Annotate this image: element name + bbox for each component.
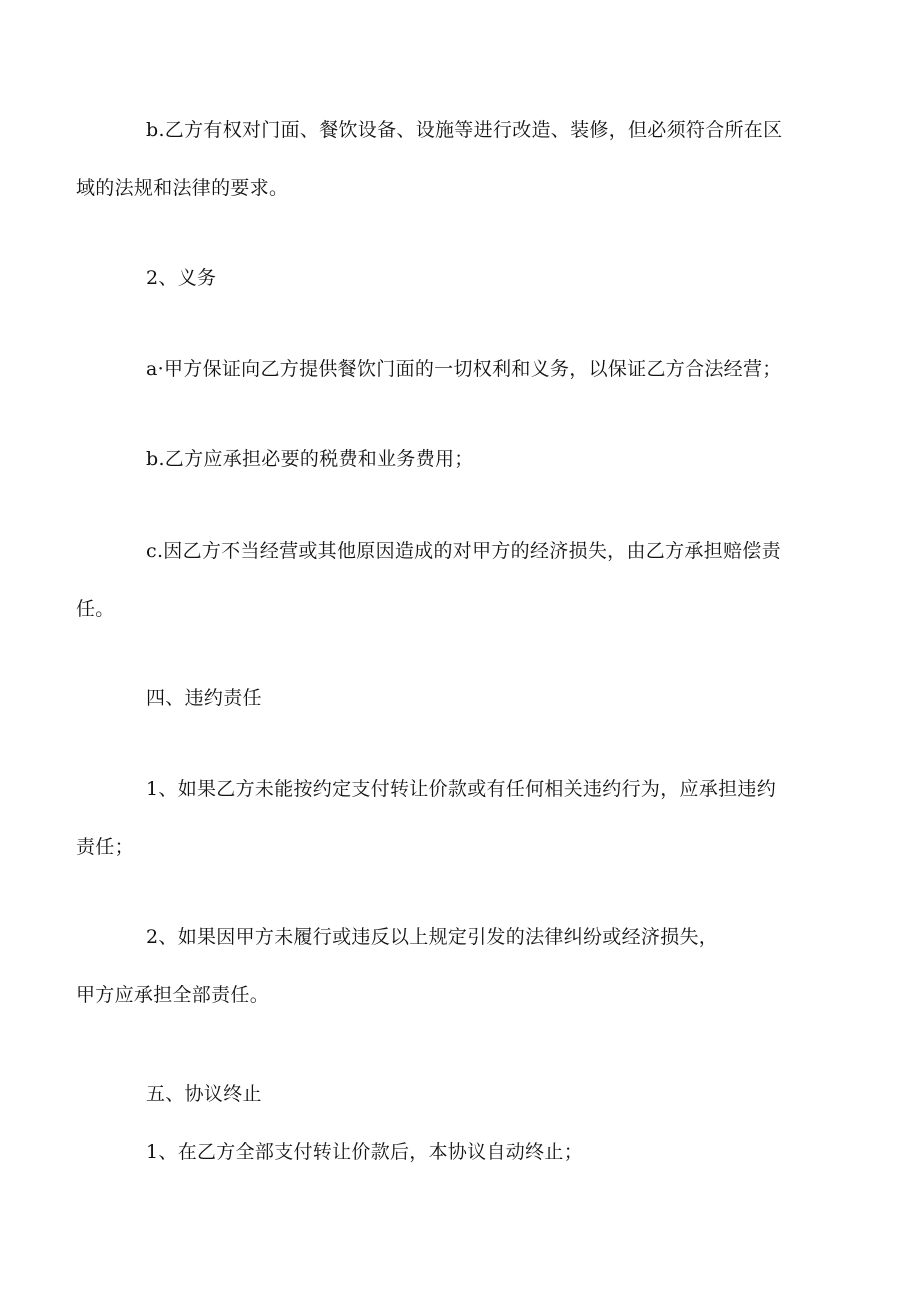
section4-heading: 四、违约责任 <box>146 687 262 709</box>
section4-item1-line2: 责任； <box>76 836 134 858</box>
obligations-item-b: b.乙方应承担必要的税费和业务费用； <box>146 448 474 470</box>
rights-b-line2: 域的法规和法律的要求。 <box>76 177 289 199</box>
section4-item1-line1: 1、如果乙方未能按约定支付转让价款或有任何相关违约行为，应承担违约 <box>146 778 776 800</box>
obligations-c-line1: c.因乙方不当经营或其他原因造成的对甲方的经济损失，由乙方承担赔偿责 <box>146 540 781 562</box>
section5-item1: 1、在乙方全部支付转让价款后，本协议自动终止； <box>146 1141 583 1163</box>
section4-item2-line1: 2、如果因甲方未履行或违反以上规定引发的法律纠纷或经济损失， <box>146 926 719 948</box>
section5-heading: 五、协议终止 <box>146 1083 262 1105</box>
obligations-heading: 2、义务 <box>146 267 217 289</box>
section4-item2-line2: 甲方应承担全部责任。 <box>76 984 270 1006</box>
rights-b-line1: b.乙方有权对门面、餐饮设备、设施等进行改造、装修，但必须符合所在区 <box>146 119 783 141</box>
obligations-c-line2: 任。 <box>76 598 115 620</box>
obligations-item-a: a·甲方保证向乙方提供餐饮门面的一切权利和义务，以保证乙方合法经营； <box>146 358 782 380</box>
